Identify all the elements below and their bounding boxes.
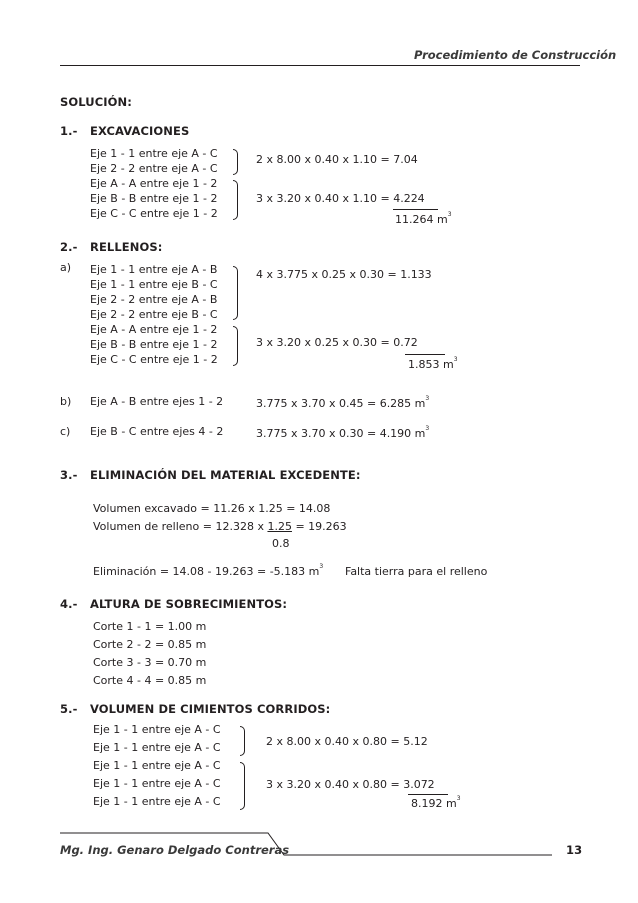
s1-brace-2 xyxy=(233,180,238,220)
s5-row-1: Eje 1 - 1 entre eje A - C xyxy=(93,723,221,736)
s2-brace-2 xyxy=(233,326,238,366)
s1-calc-2: 3 x 3.20 x 0.40 x 1.10 = 4.224 xyxy=(256,192,425,205)
s2-total: 1.853 $m^3$ xyxy=(408,356,458,371)
s2-b-label: b) xyxy=(60,395,72,408)
footer-author: Mg. Ing. Genaro Delgado Contreras xyxy=(60,843,290,857)
s3-line-3: Eliminación = 14.08 - 19.263 = -5.183 $m^3$ xyxy=(93,563,324,578)
section-2-number: 2.- xyxy=(60,240,78,254)
s2-b-calc: 3.775 x 3.70 x 0.45 = 6.285 $m^3$ xyxy=(256,395,430,410)
header-rule xyxy=(60,65,580,66)
solution-heading: SOLUCIÓN: xyxy=(60,95,132,109)
s1-row-2: Eje 2 - 2 entre eje A - C xyxy=(90,162,218,175)
s2-c-row: Eje B - C entre ejes 4 - 2 xyxy=(90,425,224,438)
s1-total: 11.264 $m^3$ xyxy=(395,211,452,226)
s4-row-4: Corte 4 - 4 = 0.85 m xyxy=(93,674,207,687)
s1-row-4: Eje B - B entre eje 1 - 2 xyxy=(90,192,218,205)
s2-row-6: Eje B - B entre eje 1 - 2 xyxy=(90,338,218,351)
s1-brace-1 xyxy=(233,149,238,175)
s5-row-2: Eje 1 - 1 entre eje A - C xyxy=(93,741,221,754)
s2-b-row: Eje A - B entre ejes 1 - 2 xyxy=(90,395,224,408)
section-4-title: ALTURA DE SOBRECIMIENTOS: xyxy=(90,597,288,611)
s5-total: 8.192 $m^3$ xyxy=(411,795,461,810)
s5-calc-2: 3 x 3.20 x 0.40 x 0.80 = 3.072 xyxy=(266,778,435,791)
s3-denominator: 0.8 xyxy=(272,537,290,550)
s2-row-7: Eje C - C entre eje 1 - 2 xyxy=(90,353,218,366)
s2-brace-1 xyxy=(233,266,238,320)
section-1-number: 1.- xyxy=(60,124,78,138)
s2-row-1: Eje 1 - 1 entre eje A - B xyxy=(90,263,218,276)
s1-row-1: Eje 1 - 1 entre eje A - C xyxy=(90,147,218,160)
section-5-number: 5.- xyxy=(60,702,78,716)
s2-c-calc: 3.775 x 3.70 x 0.30 = 4.190 $m^3$ xyxy=(256,425,430,440)
s2-c-label: c) xyxy=(60,425,71,438)
s5-row-3: Eje 1 - 1 entre eje A - C xyxy=(93,759,221,772)
s2-row-4: Eje 2 - 2 entre eje B - C xyxy=(90,308,218,321)
s2-a-label: a) xyxy=(60,261,72,274)
page-number: 13 xyxy=(566,843,583,857)
s4-row-1: Corte 1 - 1 = 1.00 m xyxy=(93,620,207,633)
s2-calc-2: 3 x 3.20 x 0.25 x 0.30 = 0.72 xyxy=(256,336,418,349)
s3-note: Falta tierra para el relleno xyxy=(345,565,488,578)
s2-sum-rule xyxy=(405,354,445,355)
s3-line-2: Volumen de relleno = 12.328 x 1.25 = 19.263 xyxy=(93,520,347,533)
s1-row-5: Eje C - C entre eje 1 - 2 xyxy=(90,207,218,220)
s2-calc-1: 4 x 3.775 x 0.25 x 0.30 = 1.133 xyxy=(256,268,432,281)
section-2-title: RELLENOS: xyxy=(90,240,163,254)
section-1-title: EXCAVACIONES xyxy=(90,124,190,138)
s5-row-4: Eje 1 - 1 entre eje A - C xyxy=(93,777,221,790)
s2-row-5: Eje A - A entre eje 1 - 2 xyxy=(90,323,218,336)
s2-row-2: Eje 1 - 1 entre eje B - C xyxy=(90,278,218,291)
s3-line-1: Volumen excavado = 11.26 x 1.25 = 14.08 xyxy=(93,502,331,515)
s5-brace-1 xyxy=(240,726,245,756)
s4-row-3: Corte 3 - 3 = 0.70 m xyxy=(93,656,207,669)
s5-brace-2 xyxy=(240,762,245,810)
s4-row-2: Corte 2 - 2 = 0.85 m xyxy=(93,638,207,651)
s5-row-5: Eje 1 - 1 entre eje A - C xyxy=(93,795,221,808)
s5-calc-1: 2 x 8.00 x 0.40 x 0.80 = 5.12 xyxy=(266,735,428,748)
header-title: Procedimiento de Construcción xyxy=(414,48,617,62)
s1-row-3: Eje A - A entre eje 1 - 2 xyxy=(90,177,218,190)
section-3-title: ELIMINACIÓN DEL MATERIAL EXCEDENTE: xyxy=(90,468,361,482)
section-3-number: 3.- xyxy=(60,468,78,482)
section-5-title: VOLUMEN DE CIMIENTOS CORRIDOS: xyxy=(90,702,331,716)
s1-sum-rule xyxy=(393,209,438,210)
section-4-number: 4.- xyxy=(60,597,78,611)
s1-calc-1: 2 x 8.00 x 0.40 x 1.10 = 7.04 xyxy=(256,153,418,166)
s5-sum-rule xyxy=(408,794,448,795)
s2-row-3: Eje 2 - 2 entre eje A - B xyxy=(90,293,218,306)
